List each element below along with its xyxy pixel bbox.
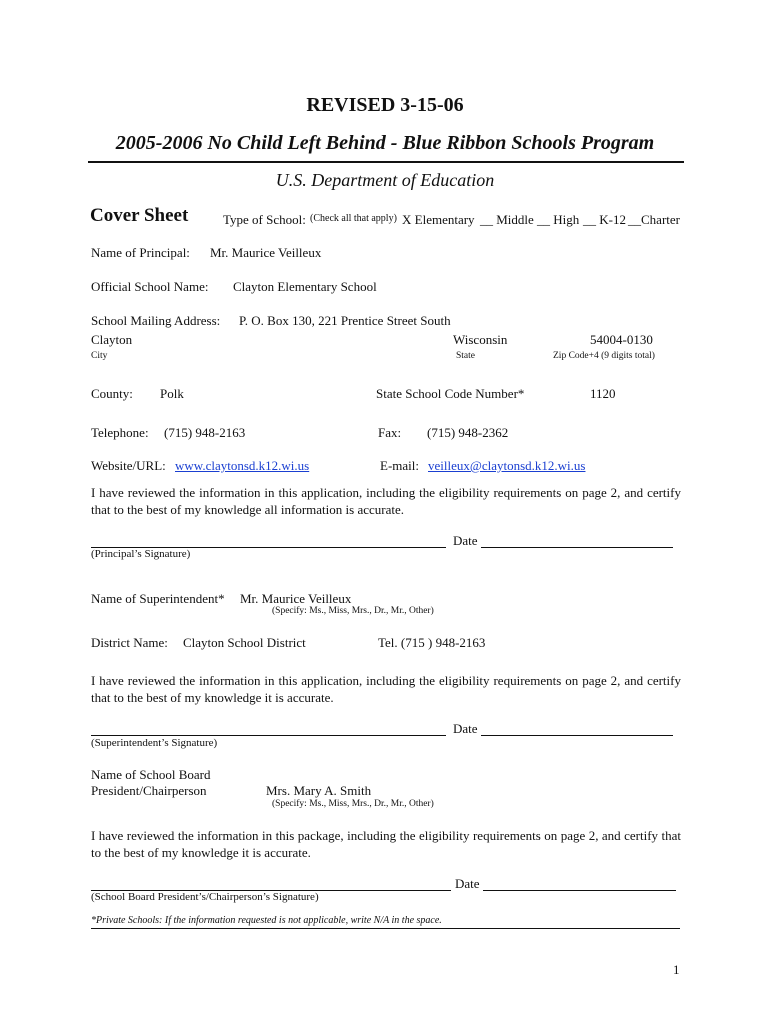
revised-date: REVISED 3-15-06	[306, 94, 464, 116]
principal-date-label: Date	[453, 533, 478, 548]
department-name: U.S. Department of Education	[275, 170, 495, 190]
program-title: 2005-2006 No Child Left Behind - Blue Ribbon Schools Program	[115, 132, 655, 154]
district-label: District Name:	[91, 635, 168, 650]
superintendent-value[interactable]: Mr. Maurice Veilleux	[240, 591, 352, 606]
certification-statement-board: I have reviewed the information in this package, including the eligibility requirements on page 2, and certify that to the best of my knowledge it is accurate.	[91, 828, 681, 860]
option-high[interactable]: __ High	[537, 212, 580, 227]
superintendent-date-label: Date	[453, 721, 478, 736]
superintendent-label: Name of Superintendent*	[91, 591, 225, 606]
superintendent-signature-caption: (Superintendent’s Signature)	[91, 737, 218, 749]
certification-statement-principal: I have reviewed the information in this application, including the eligibility requirements on page 2, and certify that to the best of my knowledge all information is accurate.	[91, 485, 681, 517]
mailing-address-label: School Mailing Address:	[91, 313, 221, 328]
cover-sheet-title: Cover Sheet	[90, 205, 189, 226]
type-of-school-label: Type of School:	[223, 212, 306, 227]
school-name-label: Official School Name:	[91, 279, 209, 294]
zip-caption: Zip Code+4 (9 digits total)	[553, 351, 655, 361]
principal-date-line[interactable]	[481, 547, 673, 548]
board-label-line1: Name of School Board	[91, 767, 211, 782]
district-value[interactable]: Clayton School District	[183, 635, 306, 650]
district-telephone[interactable]: Tel. (715 ) 948-2163	[378, 635, 486, 650]
superintendent-specify-note: (Specify: Ms., Miss, Mrs., Dr., Mr., Other)	[272, 606, 434, 616]
principal-signature-caption: (Principal’s Signature)	[91, 548, 191, 560]
website-label: Website/URL:	[91, 458, 166, 473]
county-value[interactable]: Polk	[160, 386, 184, 401]
footnote-rule	[91, 928, 680, 929]
city-value[interactable]: Clayton	[91, 332, 133, 347]
city-caption: City	[91, 351, 108, 361]
option-middle[interactable]: __ Middle	[480, 212, 534, 227]
zip-value[interactable]: 54004-0130	[590, 332, 653, 347]
state-code-value[interactable]: 1120	[590, 386, 616, 401]
certification-statement-superintendent: I have reviewed the information in this application, including the eligibility requirements on page 2, and certify that to the best of my knowledge it is accurate.	[91, 673, 681, 705]
board-date-line[interactable]	[483, 890, 676, 891]
email-label: E-mail:	[380, 458, 419, 473]
email-link[interactable]: veilleux@claytonsd.k12.wi.us	[428, 458, 586, 473]
superintendent-date-line[interactable]	[481, 735, 673, 736]
state-value[interactable]: Wisconsin	[453, 332, 508, 347]
board-signature-caption: (School Board President’s/Chairperson’s Signature)	[91, 891, 319, 903]
website-link[interactable]: www.claytonsd.k12.wi.us	[175, 458, 310, 473]
private-schools-footnote: *Private Schools: If the information requested is not applicable, write N/A in the space.	[91, 915, 442, 926]
fax-value[interactable]: (715) 948-2362	[427, 425, 509, 440]
board-label-line2: President/Chairperson	[91, 783, 207, 798]
mailing-address-value[interactable]: P. O. Box 130, 221 Prentice Street South	[239, 313, 451, 328]
board-president-value[interactable]: Mrs. Mary A. Smith	[266, 783, 372, 798]
superintendent-signature-line[interactable]	[91, 735, 446, 736]
page-number: 1	[673, 962, 680, 977]
school-name-value[interactable]: Clayton Elementary School	[233, 279, 377, 294]
board-date-label: Date	[455, 876, 480, 891]
principal-value[interactable]: Mr. Maurice Veilleux	[210, 245, 322, 260]
telephone-value[interactable]: (715) 948-2163	[164, 425, 246, 440]
fax-label: Fax:	[378, 425, 402, 440]
state-caption: State	[456, 351, 475, 361]
option-k12[interactable]: __ K-12	[583, 212, 626, 227]
title-rule	[88, 161, 684, 163]
telephone-label: Telephone:	[91, 425, 149, 440]
option-charter[interactable]: __Charter	[628, 212, 680, 227]
board-specify-note: (Specify: Ms., Miss, Mrs., Dr., Mr., Other)	[272, 799, 434, 809]
state-code-label: State School Code Number*	[376, 386, 525, 401]
county-label: County:	[91, 386, 133, 401]
principal-label: Name of Principal:	[91, 245, 190, 260]
check-all-note: (Check all that apply)	[310, 213, 397, 224]
option-elementary[interactable]: X Elementary	[402, 212, 475, 227]
